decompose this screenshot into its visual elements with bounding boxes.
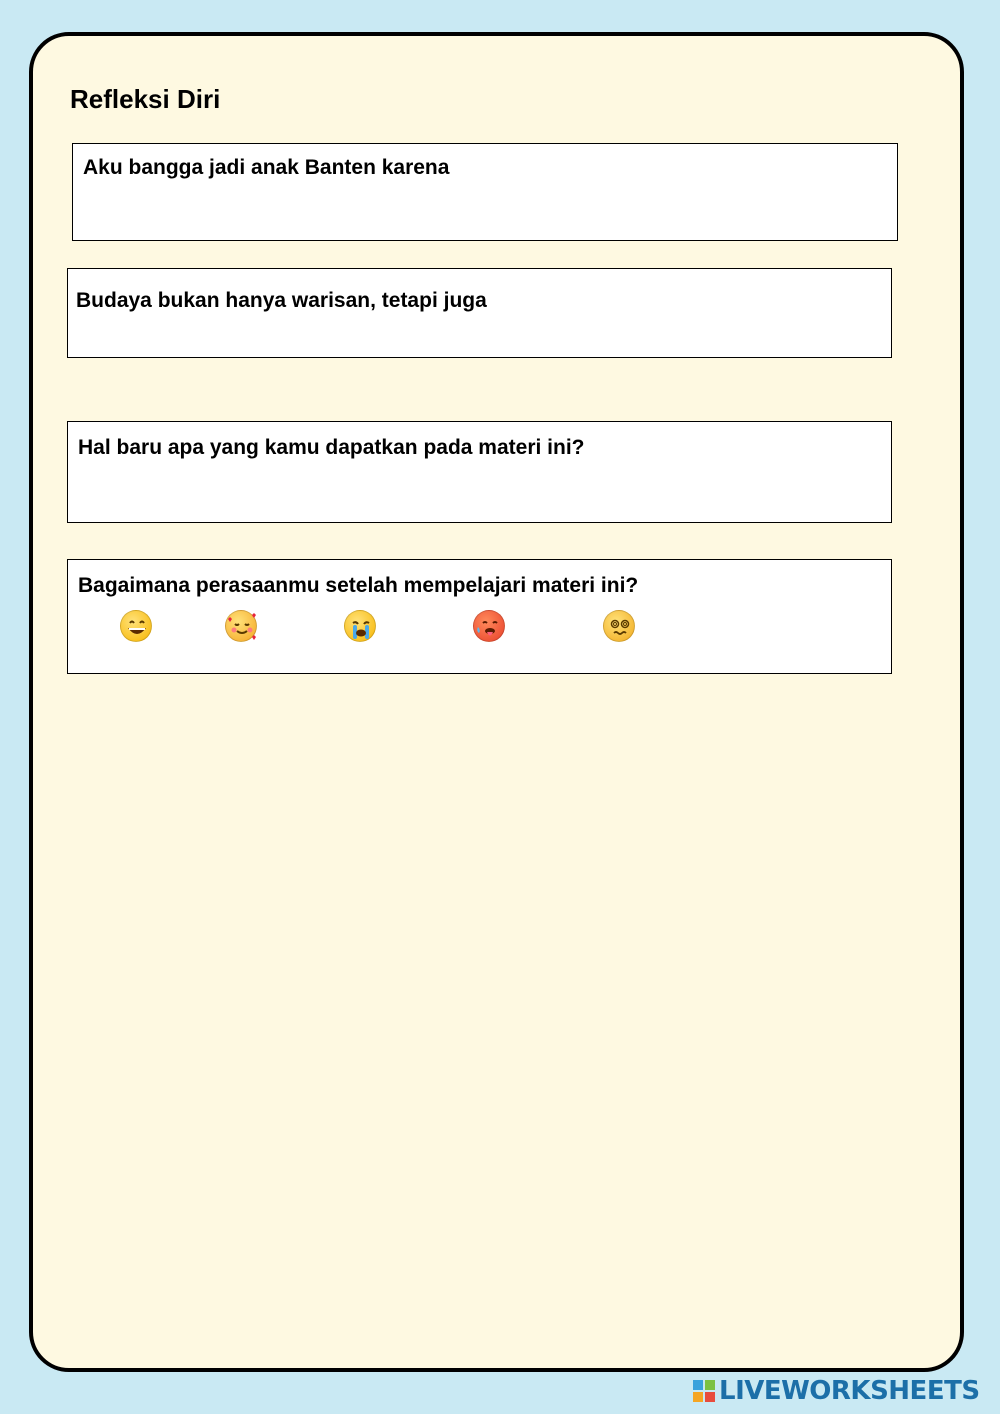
grinning-face-icon[interactable] — [120, 610, 152, 642]
hot-face-icon[interactable] — [473, 610, 505, 642]
logo-square-green — [704, 1379, 716, 1391]
answer-box-bangga[interactable] — [72, 143, 898, 241]
logo-square-orange — [692, 1391, 704, 1403]
logo-square-red — [704, 1391, 716, 1403]
prompt-bangga: Aku bangga jadi anak Banten karena — [83, 156, 450, 179]
prompt-perasaan: Bagaimana perasaanmu setelah mempelajari materi ini? — [78, 574, 639, 597]
loudly-crying-face-icon[interactable] — [344, 610, 376, 642]
liveworksheets-wordmark: LIVEWORKSHEETS — [719, 1376, 980, 1406]
logo-square-blue — [692, 1379, 704, 1391]
dizzy-face-icon[interactable] — [603, 610, 635, 642]
page-title: Refleksi Diri — [70, 84, 221, 114]
smiling-face-with-hearts-icon[interactable] — [225, 610, 257, 642]
prompt-budaya: Budaya bukan hanya warisan, tetapi juga — [76, 289, 487, 312]
liveworksheets-logo — [692, 1376, 980, 1406]
prompt-hal-baru: Hal baru apa yang kamu dapatkan pada materi ini? — [78, 436, 585, 459]
answer-box-hal-baru[interactable] — [67, 421, 892, 523]
answer-box-budaya[interactable] — [67, 268, 892, 358]
liveworksheets-logo-icon — [692, 1379, 716, 1403]
